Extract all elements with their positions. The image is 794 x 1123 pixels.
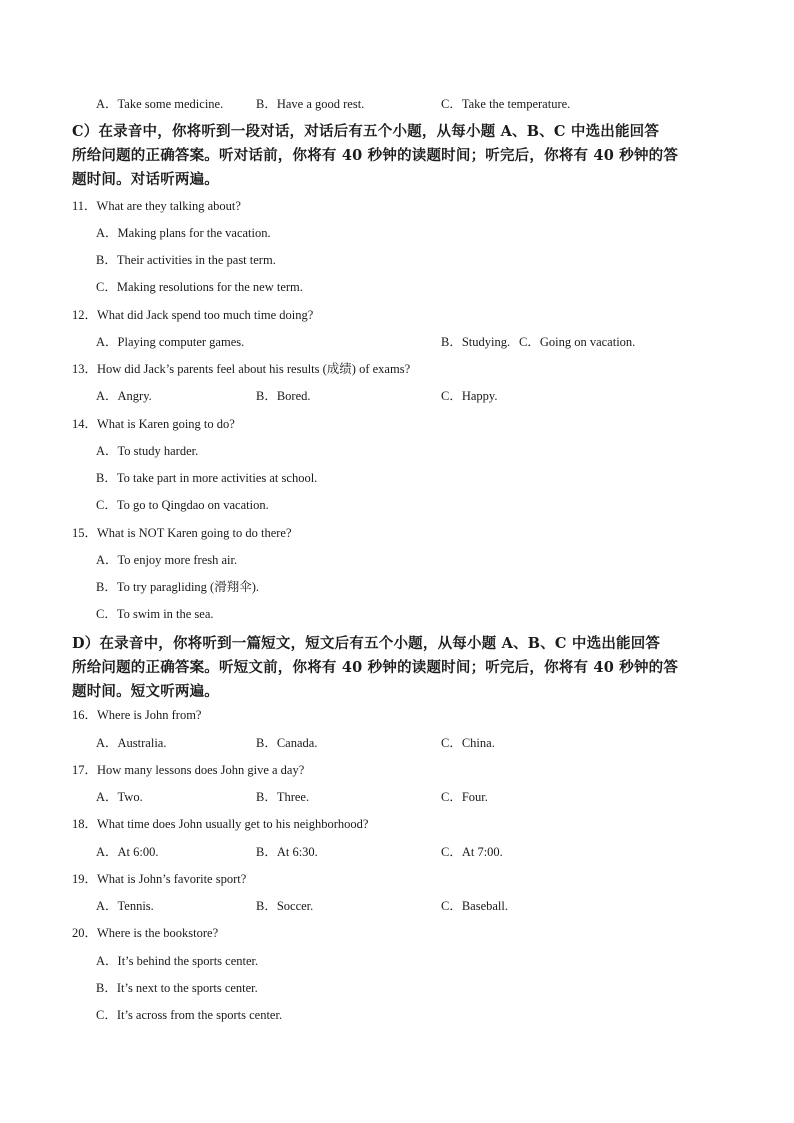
question-20-stem: 20．Where is the bookstore?	[72, 926, 219, 940]
option-c: C．Going on vacation.	[519, 335, 636, 349]
question-14-option-c: C．To go to Qingdao on vacation.	[96, 498, 269, 512]
question-19-stem: 19．What is John’s favorite sport?	[72, 872, 247, 886]
instruction-line: 题时间。对话听两遍。	[72, 171, 219, 188]
question-12-stem: 12．What did Jack spend too much time doing?	[72, 308, 314, 322]
option-c: C．Happy.	[441, 389, 498, 403]
question-16-stem: 16．Where is John from?	[72, 708, 202, 722]
option-b: B．Studying.	[441, 335, 511, 349]
option-a: A．At 6:00.	[96, 845, 159, 859]
option-a: A．Tennis.	[96, 899, 154, 913]
question-14-option-a: A．To study harder.	[96, 444, 199, 458]
question-20-option-a: A．It’s behind the sports center.	[96, 954, 259, 968]
section-c-instructions	[72, 120, 722, 192]
option-c: C．Baseball.	[441, 899, 509, 913]
option-b: B．Have a good rest.	[256, 97, 365, 111]
instruction-line: C）在录音中，你将听到一段对话，对话后有五个小题，从每小题 A、B、C 中选出能回答	[72, 123, 660, 140]
question-14-option-b: B．To take part in more activities at school.	[96, 471, 318, 485]
option-a: A．Angry.	[96, 389, 152, 403]
instruction-line: D）在录音中，你将听到一篇短文，短文后有五个小题，从每小题 A、B、C 中选出能回答	[72, 635, 661, 652]
question-11-option-a: A．Making plans for the vacation.	[96, 226, 271, 240]
instruction-line: 所给问题的正确答案。听短文前，你将有 40 秒钟的读题时间；听完后，你将有 40 秒钟的答	[72, 659, 679, 676]
option-a: A．Take some medicine.	[96, 97, 224, 111]
option-a: A．Playing computer games.	[96, 335, 245, 349]
question-15-option-a: A．To enjoy more fresh air.	[96, 553, 238, 567]
option-b: B．At 6:30.	[256, 845, 318, 859]
option-c: C．Take the temperature.	[441, 97, 571, 111]
option-c: C．Four.	[441, 790, 488, 804]
question-15-option-c: C．To swim in the sea.	[96, 607, 214, 621]
question-20-option-b: B．It’s next to the sports center.	[96, 981, 258, 995]
question-15-option-b: B．To try paragliding (滑翔伞).	[96, 580, 259, 594]
option-b: B．Canada.	[256, 736, 318, 750]
option-b: B．Three.	[256, 790, 310, 804]
instruction-line: 题时间。短文听两遍。	[72, 683, 219, 700]
question-11-option-b: B．Their activities in the past term.	[96, 253, 276, 267]
option-c: C．At 7:00.	[441, 845, 503, 859]
question-11-option-c: C．Making resolutions for the new term.	[96, 280, 303, 294]
question-14-stem: 14．What is Karen going to do?	[72, 417, 235, 431]
question-17-stem: 17．How many lessons does John give a day?	[72, 763, 305, 777]
question-11-stem: 11．What are they talking about?	[72, 199, 241, 213]
option-b: B．Soccer.	[256, 899, 314, 913]
option-b: B．Bored.	[256, 389, 311, 403]
option-a: A．Australia.	[96, 736, 167, 750]
instruction-line: 所给问题的正确答案。听对话前，你将有 40 秒钟的读题时间；听完后，你将有 40 秒钟的答	[72, 147, 679, 164]
question-18-stem: 18．What time does John usually get to his neighborhood?	[72, 817, 369, 831]
section-d-instructions	[72, 632, 722, 704]
option-c: C．China.	[441, 736, 495, 750]
option-a: A．Two.	[96, 790, 143, 804]
question-20-option-c: C．It’s across from the sports center.	[96, 1008, 283, 1022]
question-13-stem: 13．How did Jack’s parents feel about his results (成绩) of exams?	[72, 362, 411, 376]
question-15-stem: 15．What is NOT Karen going to do there?	[72, 526, 292, 540]
